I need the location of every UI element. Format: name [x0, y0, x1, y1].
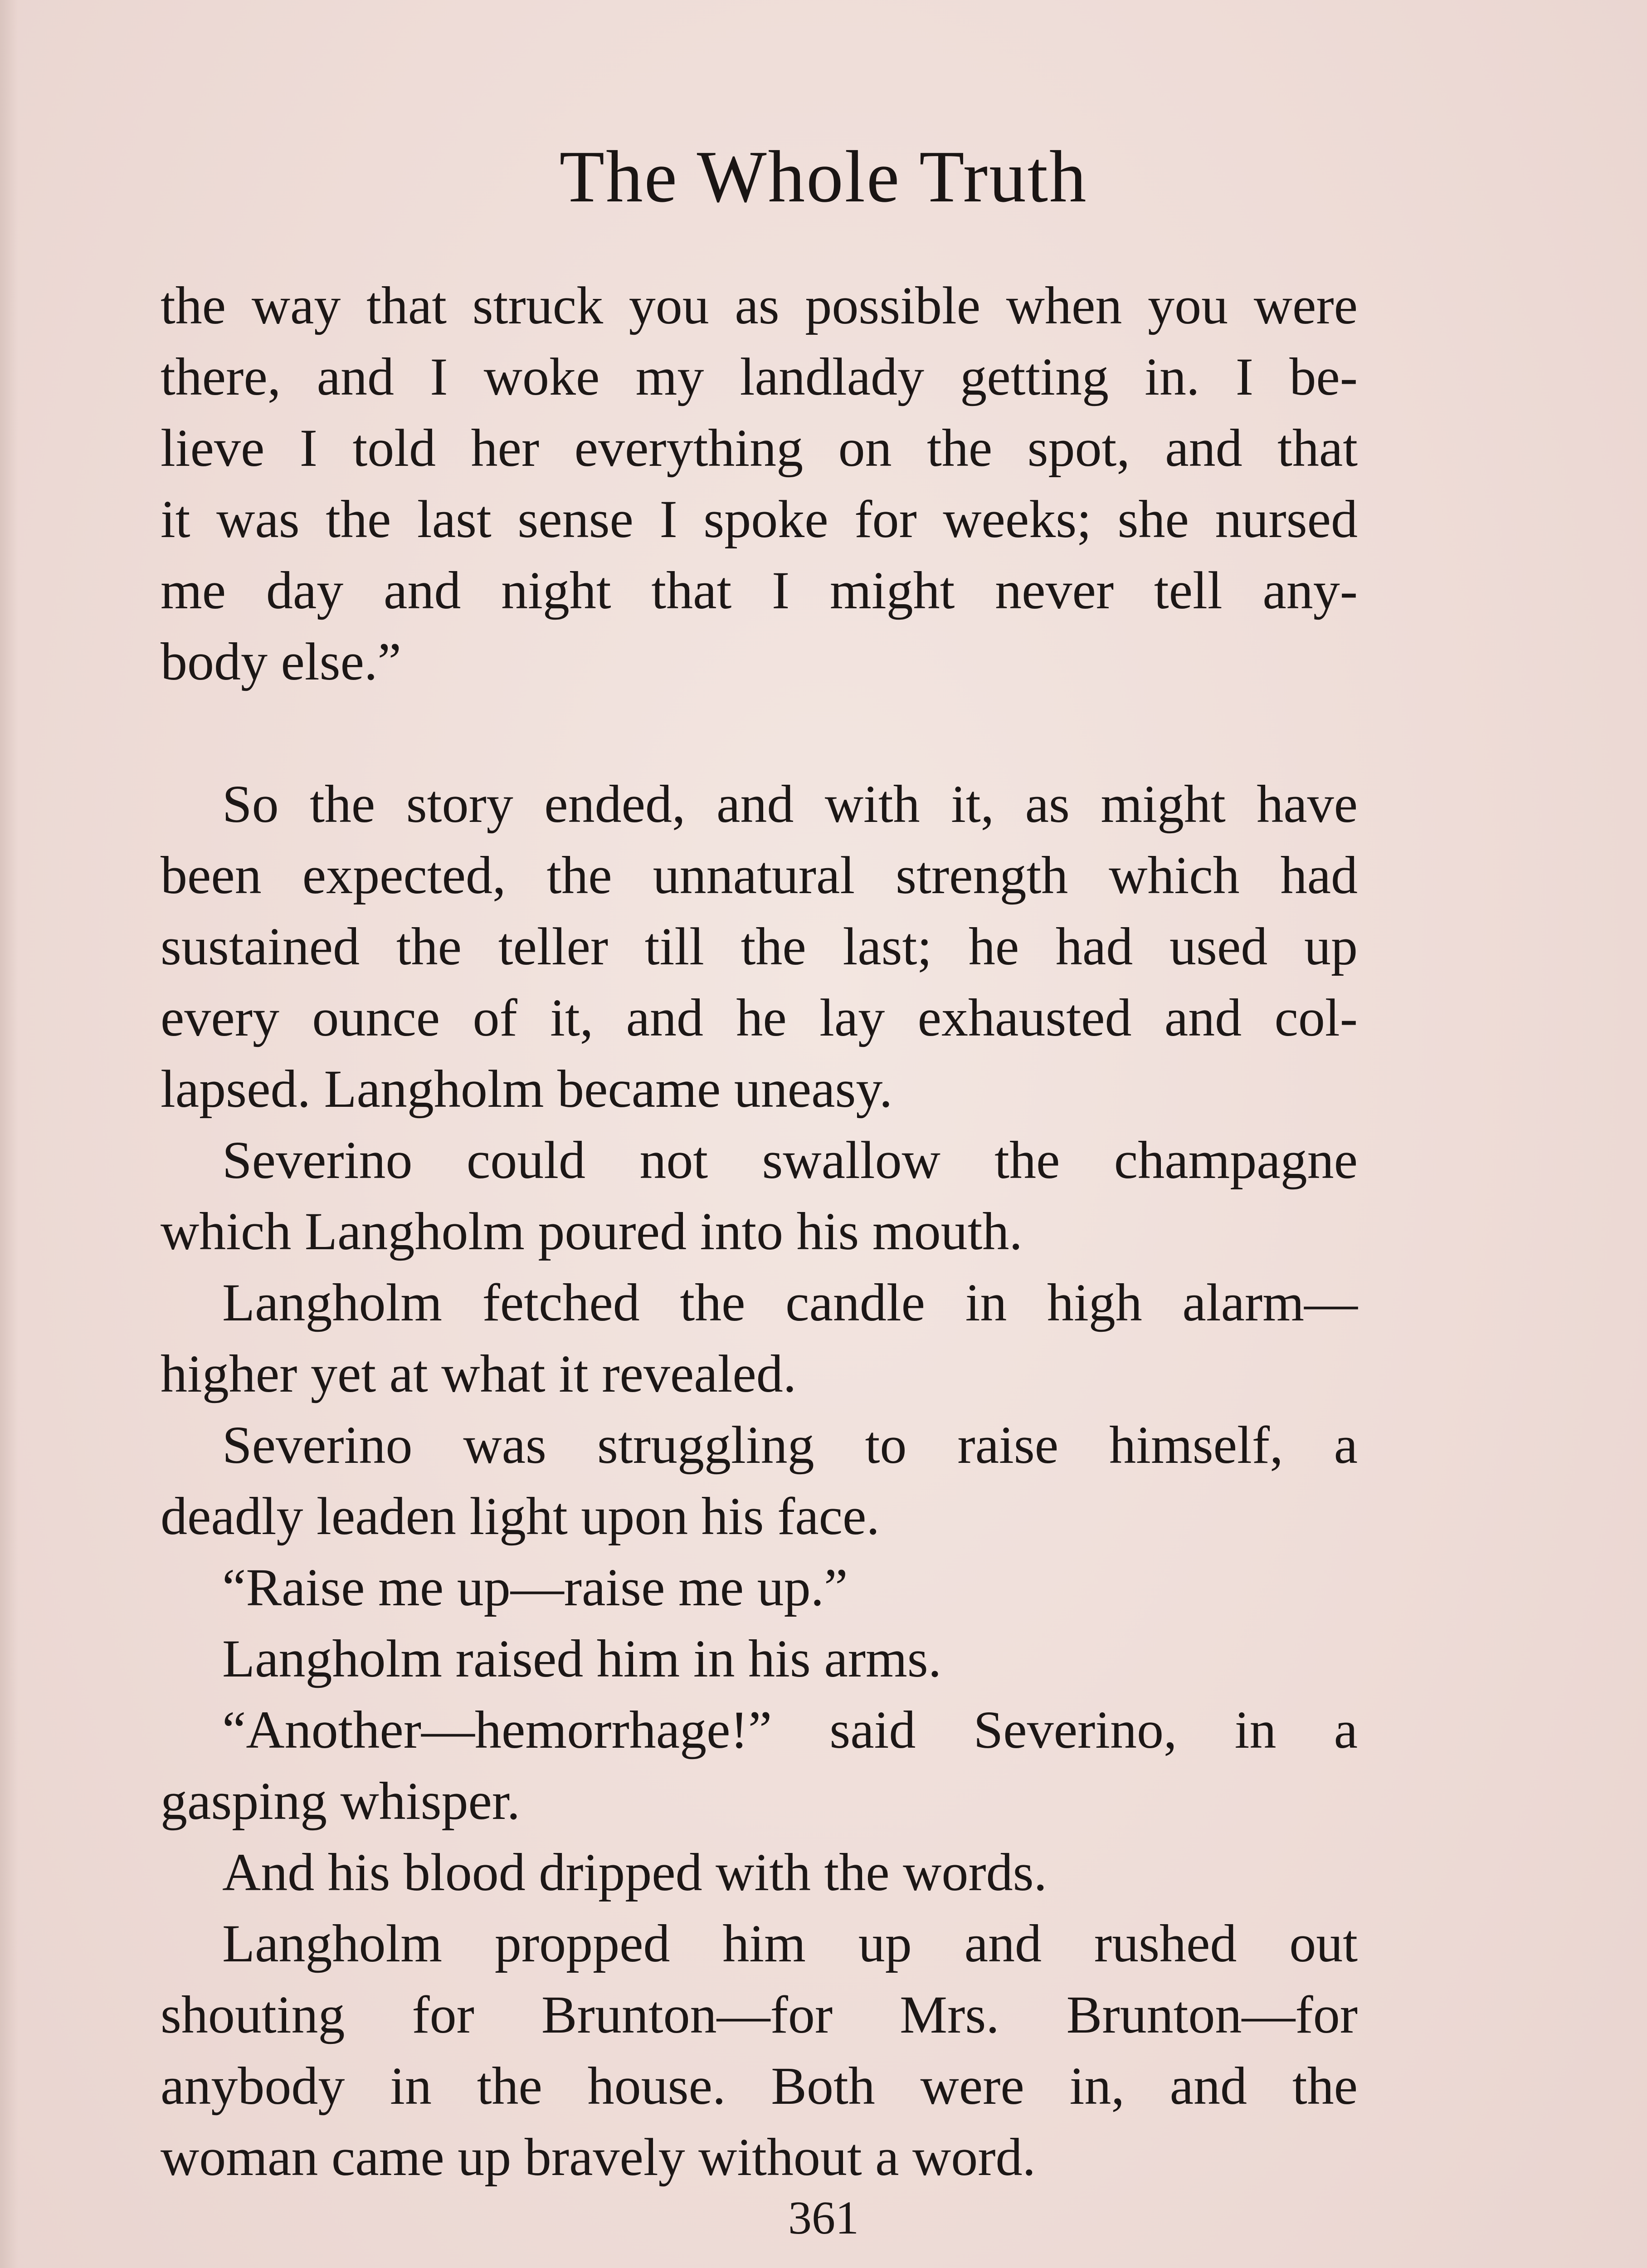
- paragraph: [161, 1837, 1358, 1908]
- paragraph: [161, 1694, 1358, 1837]
- body-text: [161, 270, 1358, 2193]
- text-line: the way that struck you as possible when you were: [161, 276, 1358, 335]
- text-line: every ounce of it, and he lay exhausted and col-: [161, 988, 1358, 1047]
- text-line: which Langholm poured into his mouth.: [161, 1202, 1023, 1261]
- text-line: “Another—hemorrhage!” said Severino, in a: [222, 1700, 1358, 1760]
- text-line: Langholm propped him up and rushed out: [222, 1914, 1358, 1973]
- text-line: sustained the teller till the last; he had used up: [161, 917, 1358, 976]
- text-line: body else.”: [161, 632, 401, 691]
- text-line: woman came up bravely without a word.: [161, 2127, 1036, 2187]
- page-number: 361: [788, 2192, 859, 2244]
- paragraph: [161, 270, 1358, 697]
- text-line: “Raise me up—raise me up.”: [222, 1558, 848, 1617]
- text-line: Langholm raised him in his arms.: [222, 1629, 942, 1688]
- paragraph: [161, 1908, 1358, 2193]
- text-line: it was the last sense I spoke for weeks; she nursed: [161, 489, 1358, 549]
- text-line: higher yet at what it revealed.: [161, 1344, 797, 1403]
- text-line: Severino was struggling to raise himself, a: [222, 1415, 1358, 1475]
- paragraph: [161, 1124, 1358, 1267]
- text-line: Severino could not swallow the champagne: [222, 1130, 1358, 1190]
- running-title: The Whole Truth: [559, 136, 1088, 218]
- text-line: So the story ended, and with it, as might have: [222, 774, 1358, 834]
- text-line: there, and I woke my landlady getting in. I be-: [161, 347, 1358, 406]
- page-edge-shadow: [0, 0, 18, 2268]
- paragraph: [161, 768, 1358, 1124]
- text-line: gasping whisper.: [161, 1771, 521, 1831]
- paragraph: [161, 1623, 1358, 1694]
- text-line: lapsed. Langholm became uneasy.: [161, 1059, 893, 1119]
- text-line: me day and night that I might never tell any-: [161, 561, 1358, 620]
- text-line: And his blood dripped with the words.: [222, 1843, 1048, 1902]
- text-line: lieve I told her everything on the spot, and that: [161, 418, 1358, 478]
- paragraph: [161, 1409, 1358, 1552]
- section-break: [161, 697, 1358, 768]
- paragraph: [161, 1267, 1358, 1409]
- text-line: been expected, the unnatural strength which had: [161, 846, 1358, 905]
- text-line: anybody in the house. Both were in, and the: [161, 2056, 1358, 2116]
- paragraph: [161, 1552, 1358, 1623]
- text-line: shouting for Brunton—for Mrs. Brunton—for: [161, 1985, 1358, 2044]
- text-line: Langholm fetched the candle in high alarm—: [222, 1273, 1358, 1332]
- text-line: deadly leaden light upon his face.: [161, 1486, 880, 1546]
